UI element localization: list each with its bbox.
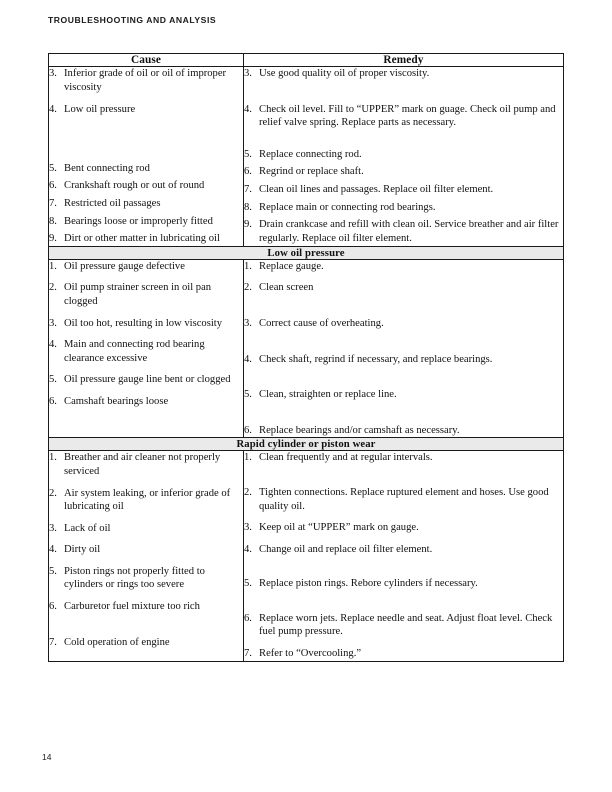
item-number: 2. bbox=[49, 487, 57, 499]
item-text: Oil pump strainer screen in oil pan clogged bbox=[64, 282, 212, 307]
item-number: 4. bbox=[49, 104, 57, 116]
section-title-rapid-cylinder-or-piston-wear: Rapid cylinder or piston wear bbox=[49, 438, 564, 451]
list-item bbox=[49, 522, 243, 536]
list-item bbox=[244, 577, 563, 591]
item-number: 4. bbox=[244, 103, 252, 115]
running-head: TROUBLESHOOTING AND ANALYSIS bbox=[48, 15, 217, 25]
table-row bbox=[49, 451, 564, 661]
item-number: 5. bbox=[244, 578, 252, 590]
column-header-remedy: Remedy bbox=[244, 54, 564, 67]
list-item bbox=[49, 260, 243, 274]
item-number: 5. bbox=[49, 162, 57, 174]
list-item bbox=[49, 373, 243, 387]
item-number: 8. bbox=[49, 215, 57, 227]
item-text: Breather and air cleaner not properly serviced bbox=[64, 452, 221, 477]
item-number: 6. bbox=[244, 424, 252, 436]
page-number: 14 bbox=[42, 752, 52, 762]
item-text: Low oil pressure bbox=[64, 104, 136, 116]
item-text: Oil pressure gauge line bent or clogged bbox=[64, 374, 231, 386]
section-title-low-oil-pressure: Low oil pressure bbox=[49, 246, 564, 259]
item-text: Air system leaking, or inferior grade of lubricating oil bbox=[64, 487, 231, 513]
item-number: 5. bbox=[49, 374, 57, 386]
item-number: 4. bbox=[49, 544, 57, 556]
cause-cell bbox=[49, 259, 244, 438]
item-text: Replace worn jets. Replace needle and seat. Adjust float level. Check fuel pump pressure. bbox=[259, 612, 553, 638]
item-text: Dirty oil bbox=[64, 544, 101, 556]
table-row bbox=[49, 259, 564, 438]
item-number: 6. bbox=[49, 601, 57, 613]
item-text: Carburetor fuel mixture too rich bbox=[64, 601, 200, 613]
item-number: 9. bbox=[244, 219, 252, 231]
list-item bbox=[49, 162, 243, 176]
item-text: Cold operation of engine bbox=[64, 636, 170, 648]
item-number: 7. bbox=[49, 197, 57, 209]
item-number: 3. bbox=[49, 317, 57, 329]
item-text: Drain crankcase and refill with clean oil. Service breather and air filter regularly. Replace oil filter element. bbox=[259, 219, 559, 244]
list-item bbox=[49, 565, 243, 592]
item-number: 3. bbox=[49, 522, 57, 534]
item-text: Regrind or replace shaft. bbox=[259, 166, 364, 178]
item-number: 3. bbox=[244, 68, 252, 79]
list-item bbox=[49, 317, 243, 331]
item-number: 7. bbox=[244, 183, 252, 195]
list-item bbox=[49, 338, 243, 365]
list-item bbox=[49, 600, 243, 614]
section-header-row bbox=[49, 438, 564, 451]
item-number: 3. bbox=[244, 522, 252, 534]
item-number: 2. bbox=[244, 486, 252, 498]
item-text: Crankshaft rough or out of round bbox=[64, 180, 205, 192]
item-text: Replace main or connecting rod bearings. bbox=[259, 201, 436, 213]
section-header-row bbox=[49, 246, 564, 259]
item-text: Lack of oil bbox=[64, 522, 111, 534]
item-text: Clean, straighten or replace line. bbox=[259, 389, 397, 401]
item-text: Clean oil lines and passages. Replace oil filter element. bbox=[259, 183, 494, 195]
column-header-cause: Cause bbox=[49, 54, 244, 67]
item-text: Restricted oil passages bbox=[64, 197, 161, 209]
item-number: 1. bbox=[244, 260, 252, 272]
item-text: Change oil and replace oil filter element. bbox=[259, 543, 433, 555]
list-item bbox=[244, 486, 563, 513]
list-item bbox=[244, 260, 563, 274]
list-item bbox=[244, 183, 563, 197]
item-number: 4. bbox=[244, 543, 252, 555]
item-number: 1. bbox=[244, 452, 252, 464]
item-number: 8. bbox=[244, 201, 252, 213]
item-text: Main and connecting rod bearing clearance excessive bbox=[64, 339, 205, 364]
item-text: Piston rings not properly fitted to cylinders or rings too severe bbox=[64, 565, 205, 591]
list-item bbox=[244, 353, 563, 367]
list-item bbox=[244, 281, 563, 295]
item-text: Refer to “Overcooling.” bbox=[259, 648, 362, 660]
list-item bbox=[244, 424, 563, 438]
item-text: Replace bearings and/or camshaft as necessary. bbox=[259, 424, 460, 436]
item-text: Dirt or other matter in lubricating oil bbox=[64, 233, 220, 245]
item-text: Oil pressure gauge defective bbox=[64, 260, 185, 272]
list-item bbox=[49, 281, 243, 308]
item-number: 7. bbox=[49, 636, 57, 648]
item-number: 3. bbox=[49, 68, 57, 79]
item-number: 6. bbox=[49, 180, 57, 192]
list-item bbox=[49, 451, 243, 478]
item-text: Use good quality oil of proper viscosity. bbox=[259, 68, 430, 79]
list-item bbox=[244, 388, 563, 402]
list-item bbox=[244, 148, 563, 162]
list-item bbox=[49, 487, 243, 514]
item-text: Replace gauge. bbox=[259, 260, 324, 272]
item-text: Clean frequently and at regular intervals. bbox=[259, 452, 433, 464]
item-text: Clean screen bbox=[259, 282, 314, 294]
list-item bbox=[244, 521, 563, 535]
list-item bbox=[49, 232, 243, 246]
item-number: 5. bbox=[244, 148, 252, 160]
list-item bbox=[244, 317, 563, 331]
list-item bbox=[244, 451, 563, 465]
item-text: Camshaft bearings loose bbox=[64, 395, 169, 407]
list-item bbox=[49, 103, 243, 117]
item-number: 6. bbox=[244, 612, 252, 624]
table-row bbox=[49, 67, 564, 247]
item-number: 5. bbox=[49, 565, 57, 577]
remedy-cell bbox=[244, 67, 564, 247]
item-text: Replace piston rings. Rebore cylinders if necessary. bbox=[259, 578, 478, 590]
list-item bbox=[244, 543, 563, 557]
item-text: Correct cause of overheating. bbox=[259, 317, 384, 329]
remedy-cell bbox=[244, 451, 564, 661]
item-text: Bent connecting rod bbox=[64, 162, 150, 174]
list-item bbox=[49, 395, 243, 409]
remedy-cell bbox=[244, 259, 564, 438]
item-number: 3. bbox=[244, 317, 252, 329]
list-item bbox=[244, 103, 563, 130]
item-number: 5. bbox=[244, 389, 252, 401]
cause-cell bbox=[49, 451, 244, 661]
item-number: 1. bbox=[49, 452, 57, 464]
item-number: 1. bbox=[49, 260, 57, 272]
item-number: 4. bbox=[244, 353, 252, 365]
item-text: Keep oil at “UPPER” mark on gauge. bbox=[259, 522, 419, 534]
troubleshooting-table bbox=[48, 53, 564, 662]
list-item bbox=[244, 201, 563, 215]
item-number: 4. bbox=[49, 339, 57, 351]
list-item bbox=[49, 636, 243, 650]
table-header-row bbox=[49, 54, 564, 67]
list-item bbox=[49, 197, 243, 211]
list-item bbox=[244, 612, 563, 639]
list-item bbox=[244, 165, 563, 179]
list-item bbox=[244, 67, 563, 81]
item-number: 6. bbox=[49, 395, 57, 407]
item-text: Bearings loose or improperly fitted bbox=[64, 215, 213, 227]
item-number: 2. bbox=[49, 282, 57, 294]
item-text: Inferior grade of oil or oil of improper viscosity bbox=[64, 68, 227, 93]
item-text: Oil too hot, resulting in low viscosity bbox=[64, 317, 223, 329]
list-item bbox=[244, 218, 563, 245]
item-text: Check oil level. Fill to “UPPER” mark on guage. Check oil pump and relief valve spring. Replace parts as necessary. bbox=[259, 103, 556, 129]
list-item bbox=[244, 647, 563, 661]
item-text: Tighten connections. Replace ruptured element and hoses. Use good quality oil. bbox=[259, 486, 549, 512]
list-item bbox=[49, 67, 243, 94]
list-item bbox=[49, 179, 243, 193]
item-number: 9. bbox=[49, 233, 57, 245]
item-number: 6. bbox=[244, 166, 252, 178]
list-item bbox=[49, 215, 243, 229]
item-text: Check shaft, regrind if necessary, and replace bearings. bbox=[259, 353, 493, 365]
item-text: Replace connecting rod. bbox=[259, 148, 362, 160]
list-item bbox=[49, 543, 243, 557]
cause-cell bbox=[49, 67, 244, 247]
item-number: 7. bbox=[244, 648, 252, 660]
item-number: 2. bbox=[244, 282, 252, 294]
